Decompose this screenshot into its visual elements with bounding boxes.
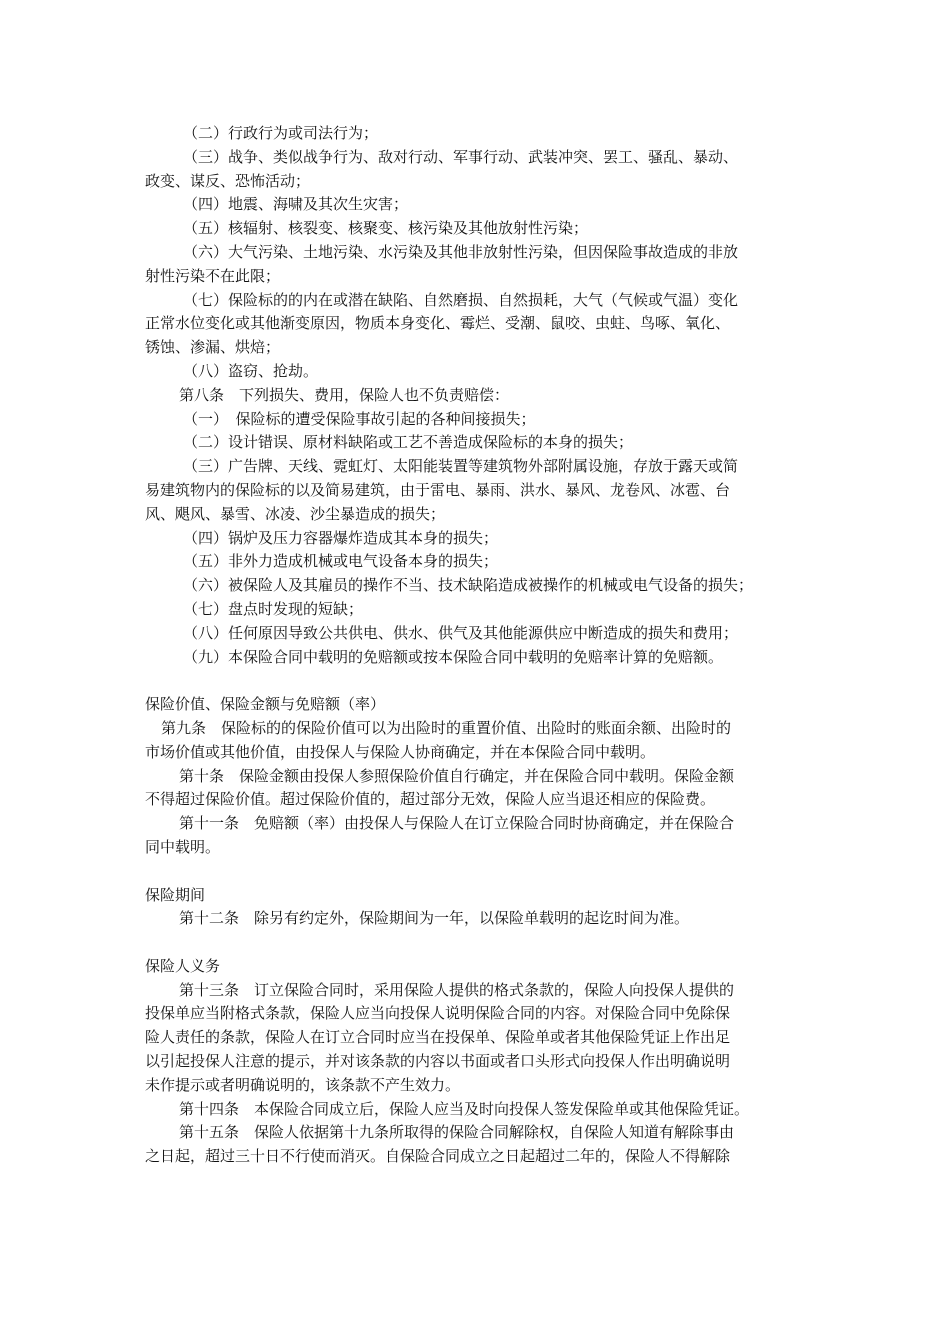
spacer [145, 860, 810, 884]
text-line: 未作提示或者明确说明的，该条款不产生效力。 [145, 1075, 461, 1094]
text-line: （二）行政行为或司法行为； [183, 124, 379, 142]
text-line: 不得超过保险价值。超过保险价值的，超过部分无效，保险人应当退还相应的保险费。 [145, 790, 716, 809]
spacer [145, 931, 810, 955]
text-line: 易建筑物内的保险标的以及简易建筑，由于雷电、暴雨、洪水、暴风、龙卷风、冰雹、台 [145, 480, 731, 499]
text-line: 之日起，超过三十日不行使而消灭。自保险合同成立之日起超过二年的，保险人不得解除 [145, 1147, 731, 1166]
section-heading: 保险价值、保险金额与免赔额（率） [145, 695, 386, 714]
text-line: （五）非外力造成机械或电气设备本身的损失； [183, 552, 499, 571]
text-line: （一） 保险标的遭受保险事故引起的各种间接损失； [183, 409, 536, 428]
text-line: （五）核辐射、核裂变、核聚变、核污染及其他放射性污染； [183, 219, 589, 238]
text-line: （八）盗窃、抢劫。 [183, 361, 319, 380]
text-line: （七）盘点时发现的短缺； [183, 599, 364, 618]
article-line: 第十五条 保险人依据第十九条所取得的保险合同解除权，自保险人知道有解除事由 [179, 1123, 735, 1142]
text-line: 射性污染不在此限； [145, 266, 281, 285]
article-line: 第十条 保险金额由投保人参照保险价值自行确定，并在保险合同中载明。保险金额 [179, 766, 735, 785]
text-line: 以引起投保人注意的提示，并对该条款的内容以书面或者口头形式向投保人作出明确说明 [145, 1052, 731, 1071]
text-line: （七）保险标的的内在或潜在缺陷、自然磨损、自然损耗，大气（气候或气温）变化 [183, 290, 739, 309]
text-line: （三）战争、类似战争行为、敌对行动、军事行动、武装冲突、罢工、骚乱、暴动、 [183, 147, 739, 166]
article-line: 第十二条 除另有约定外，保险期间为一年，以保险单载明的起讫时间为准。 [179, 909, 690, 928]
text-line: 险人责任的条款，保险人在订立合同时应当在投保单、保险单或者其他保险凭证上作出足 [145, 1028, 731, 1047]
article-line: 第八条 下列损失、费用，保险人也不负责赔偿： [179, 385, 510, 404]
article-line: 第十三条 订立保险合同时，采用保险人提供的格式条款的，保险人向投保人提供的 [179, 980, 735, 999]
text-line: （九）本保险合同中载明的免赔额或按本保险合同中载明的免赔率计算的免赔额。 [183, 647, 724, 666]
text-line: 正常水位变化或其他渐变原因，物质本身变化、霉烂、受潮、鼠咬、虫蛀、鸟啄、氧化、 [145, 314, 731, 333]
article-line: 第十四条 本保险合同成立后，保险人应当及时向投保人签发保险单或其他保险凭证。 [179, 1099, 750, 1118]
text-line: 政变、谋反、恐怖活动； [145, 171, 311, 190]
text-line: （三）广告牌、天线、霓虹灯、太阳能装置等建筑物外部附属设施，存放于露天或简 [183, 457, 739, 476]
document-page [145, 122, 810, 1169]
text-line: 锈蚀、渗漏、烘焙； [145, 338, 281, 357]
article-line: 第十一条 免赔额（率）由投保人与保险人在订立保险合同时协商确定，并在保险合 [179, 814, 735, 833]
text-line: （二）设计错误、原材料缺陷或工艺不善造成保险标的本身的损失； [183, 433, 634, 452]
section-heading: 保险期间 [145, 885, 206, 904]
text-line: （四）锅炉及压力容器爆炸造成其本身的损失； [183, 528, 499, 547]
spacer [145, 669, 810, 693]
text-line: （四）地震、海啸及其次生灾害； [183, 195, 409, 214]
text-line: （八）任何原因导致公共供电、供水、供气及其他能源供应中断造成的损失和费用； [183, 623, 739, 642]
article-line: 第九条 保险标的的保险价值可以为出险时的重置价值、出险时的账面余额、出险时的 [161, 718, 732, 737]
text-line: 市场价值或其他价值，由投保人与保险人协商确定，并在本保险合同中载明。 [145, 742, 656, 761]
text-line: 同中载明。 [145, 837, 221, 856]
text-line: 投保单应当附格式条款，保险人应当向投保人说明保险合同的内容。对保险合同中免除保 [145, 1004, 731, 1023]
text-line: 风、飓风、暴雪、冰凌、沙尘暴造成的损失； [145, 504, 446, 523]
text-line: （六）被保险人及其雇员的操作不当、技术缺陷造成被操作的机械或电气设备的损失； [183, 576, 754, 595]
section-heading: 保险人义务 [145, 956, 221, 975]
text-line: （六）大气污染、土地污染、水污染及其他非放射性污染，但因保险事故造成的非放 [183, 242, 739, 261]
